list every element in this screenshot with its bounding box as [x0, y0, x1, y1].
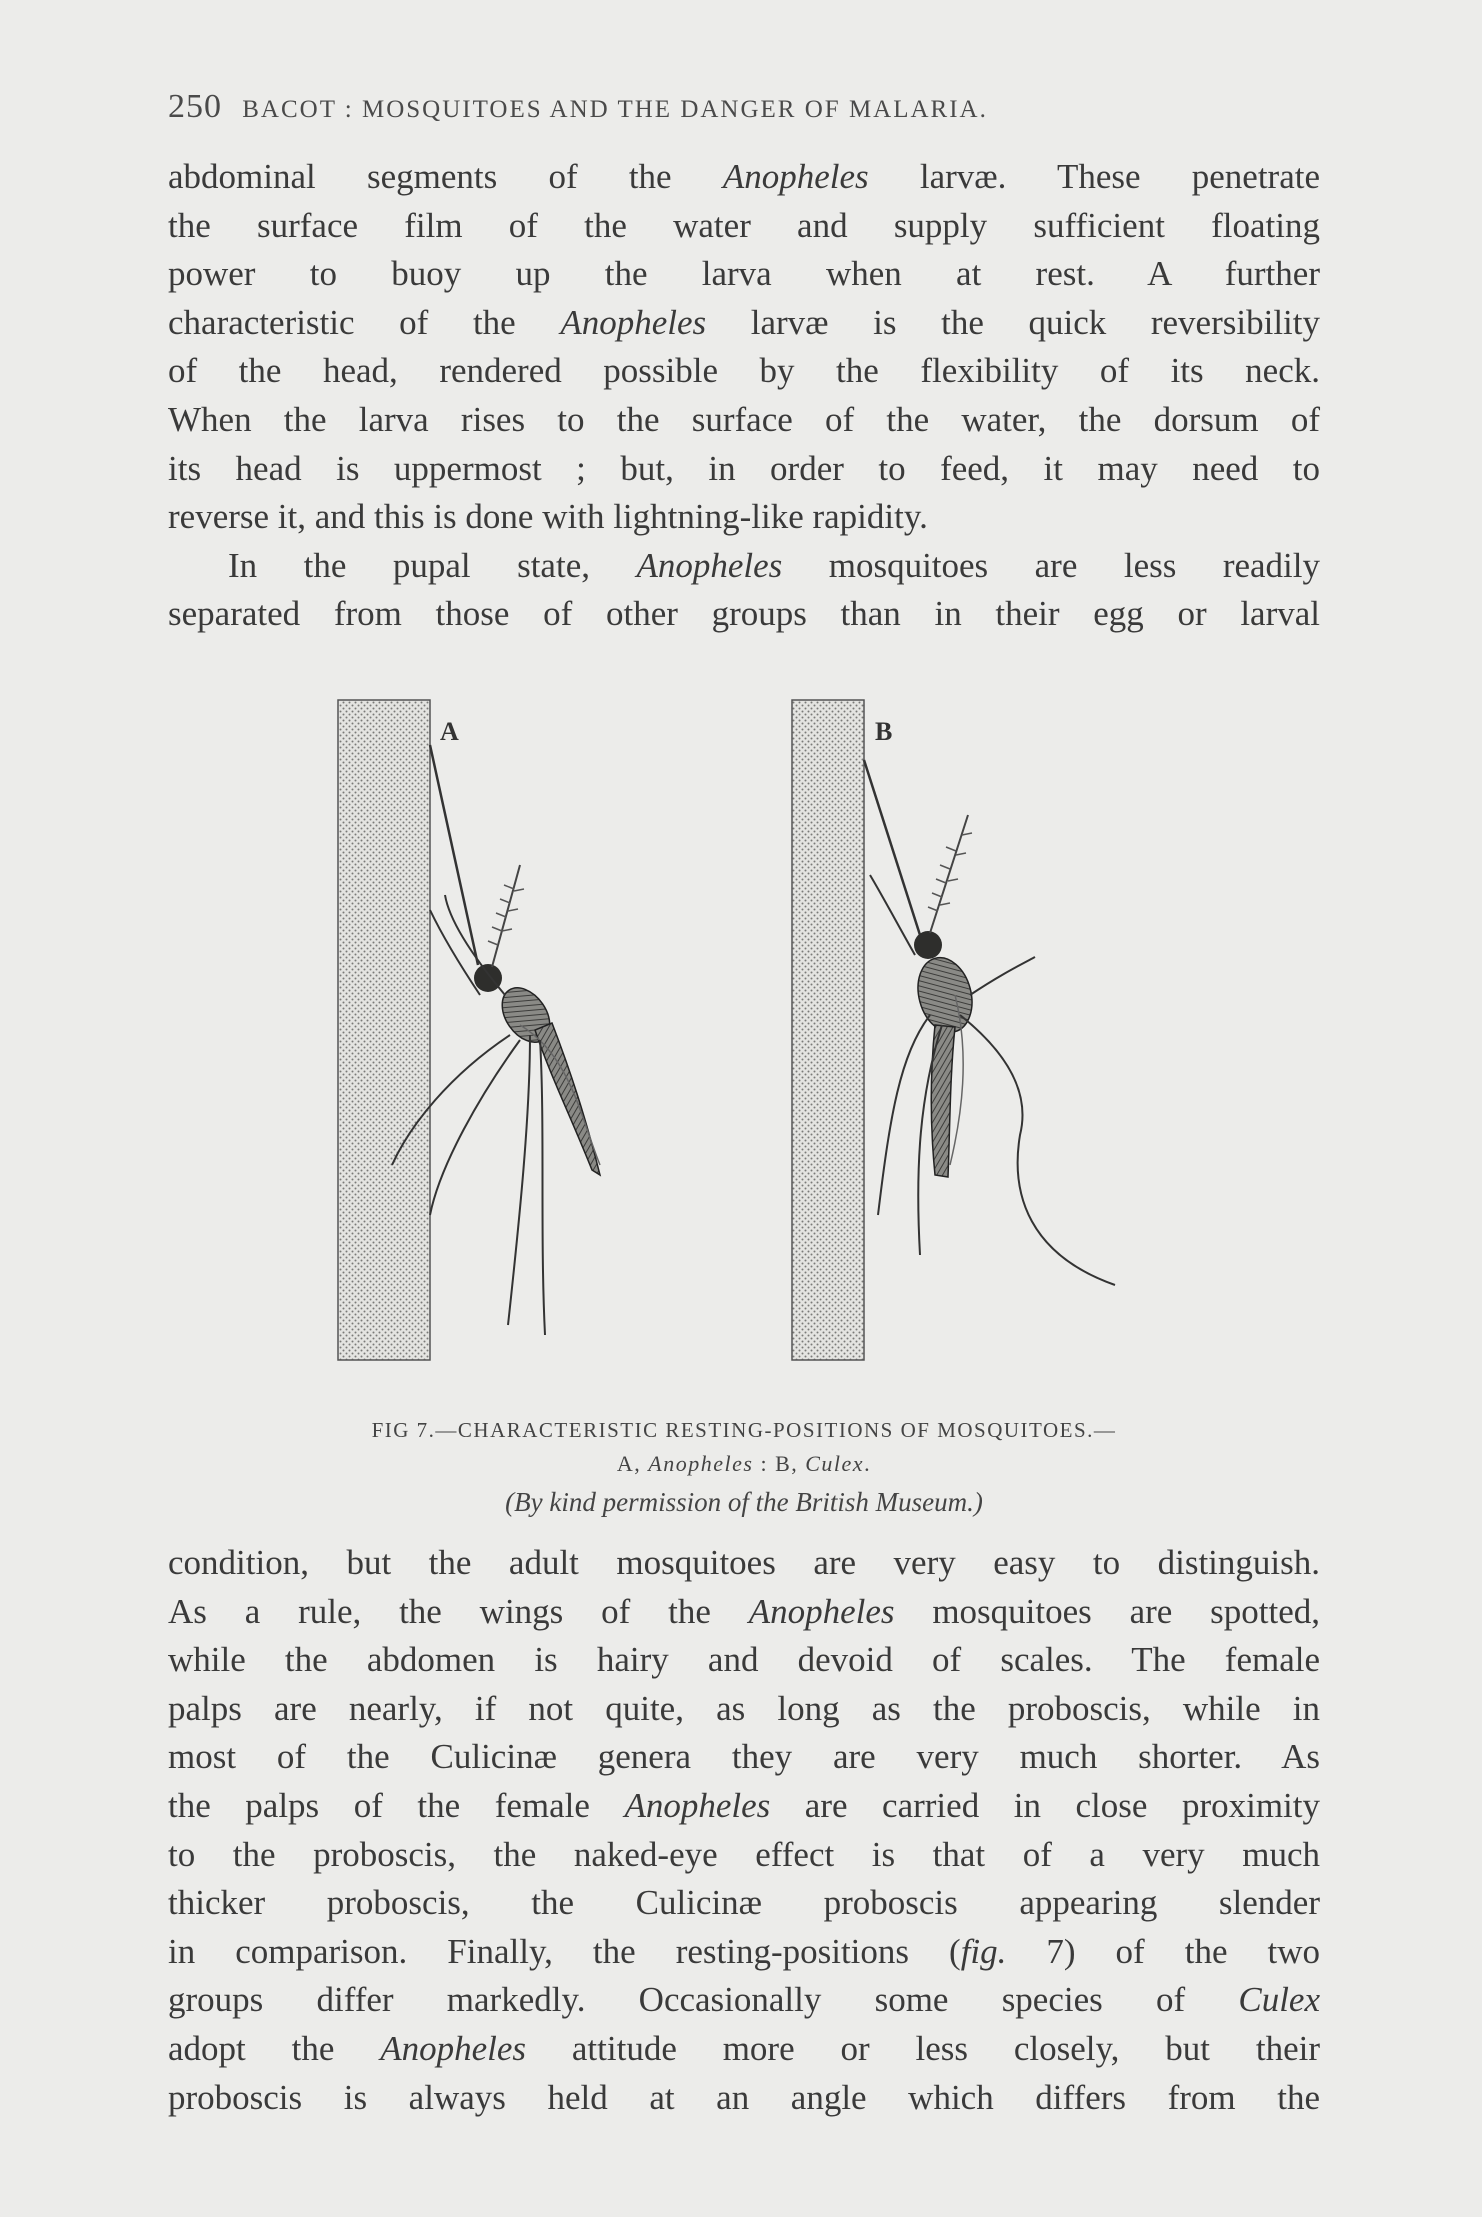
text-line: most of the Culicinæ genera they are very much shorter. As — [168, 1737, 1320, 1777]
resting-surface-a — [338, 700, 430, 1360]
text-line: power to buoy up the larva when at rest. A further — [168, 254, 1320, 294]
text-line: in comparison. Finally, the resting-positions (fig. 7) of the two — [168, 1931, 1320, 1971]
text-line: the surface film of the water and supply sufficient floating — [168, 205, 1320, 245]
running-title: BACOT : MOSQUITOES AND THE DANGER OF MALARIA. — [242, 96, 988, 123]
leg-a2 — [430, 1040, 520, 1215]
bottom-paragraph — [168, 1539, 1320, 2122]
text-line: the palps of the female Anopheles are carried in close proximity — [168, 1785, 1320, 1825]
antenna-a — [492, 865, 520, 967]
text-line: adopt the Anopheles attitude more or less closely, but their — [168, 2028, 1320, 2068]
text-line: its head is uppermost ; but, in order to feed, it may need to — [168, 448, 1320, 488]
leg-b4 — [970, 957, 1035, 995]
figure-caption — [168, 1413, 1320, 1523]
text-line: palps are nearly, if not quite, as long as the proboscis, while in — [168, 1688, 1320, 1728]
text-line: of the head, rendered possible by the flexibility of its neck. — [168, 351, 1320, 391]
caption-title: FIG 7.—CHARACTERISTIC RESTING-POSITIONS OF MOSQUITOES.— — [371, 1418, 1117, 1442]
panel-b-culex — [792, 700, 1115, 1360]
figure-7 — [330, 695, 1150, 1375]
leg-a3 — [508, 1035, 530, 1325]
caption-credit: (By kind permission of the British Museum.) — [505, 1487, 983, 1517]
text-line: condition, but the adult mosquitoes are very easy to distinguish. — [168, 1543, 1320, 1582]
head-b — [914, 931, 942, 959]
leg-a4 — [540, 1040, 545, 1335]
text-line: reverse it, and this is done with lightning-like rapidity. — [168, 497, 928, 537]
text-line: abdominal segments of the Anopheles larvæ. These penetrate — [168, 157, 1320, 196]
text-line: When the larva rises to the surface of the water, the dorsum of — [168, 399, 1320, 439]
proboscis-b — [864, 760, 920, 935]
text-line: In the pupal state, Anopheles mosquitoes are less readily — [228, 545, 1320, 585]
running-header — [168, 88, 988, 126]
text-line: groups differ markedly. Occasionally some species of Culex — [168, 1980, 1320, 2020]
leg-b5 — [870, 875, 915, 955]
text-line: proboscis is always held at an angle which differs from the — [168, 2077, 1320, 2117]
antenna-b — [930, 815, 968, 933]
resting-surface-b — [792, 700, 864, 1360]
top-paragraph — [168, 153, 1320, 639]
text-line: while the abdomen is hairy and devoid of scales. The female — [168, 1640, 1320, 1680]
text-line: separated from those of other groups than in their egg or larval — [168, 594, 1320, 634]
proboscis-a — [430, 745, 478, 965]
text-line: As a rule, the wings of the Anopheles mosquitoes are spotted, — [168, 1591, 1320, 1631]
mosquito-illustration — [330, 695, 1150, 1375]
leg-b3 — [960, 1015, 1115, 1285]
caption-key: A, Anopheles : B, Culex. — [616, 1451, 872, 1476]
text-line: thicker proboscis, the Culicinæ proboscis appearing slender — [168, 1883, 1320, 1923]
text-line: to the proboscis, the naked-eye effect is that of a very much — [168, 1834, 1320, 1874]
panel-a-anopheles — [338, 700, 600, 1360]
text-line: characteristic of the Anopheles larvæ is the quick reversibility — [168, 302, 1320, 342]
label-b: B — [875, 717, 893, 746]
label-a: A — [440, 717, 459, 746]
page-number: 250 — [168, 88, 222, 125]
